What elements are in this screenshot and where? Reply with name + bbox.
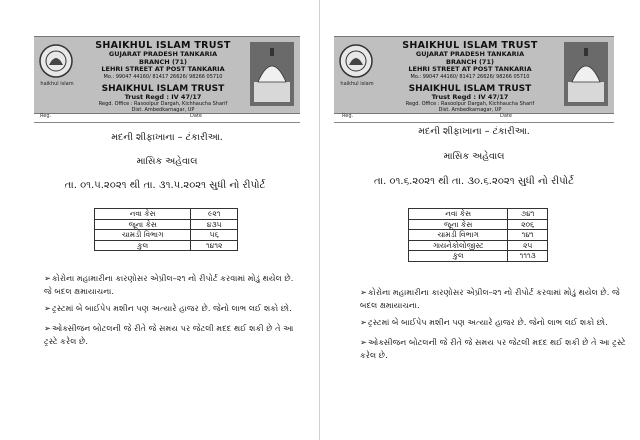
header-rule <box>34 122 300 123</box>
row-value: ૧૧૧૩ <box>508 251 548 262</box>
bullet-text: કોરોના મહામારીના કારણોસર એપ્રીલ–૨૧ નો રીપોર્ટ કરવામાં મોડું થયેલ છે. જે બદલ ક્ષમાયાચના. <box>360 287 620 310</box>
page-heading: મદની શીફાખાના – ટંકારીઆ. <box>418 126 530 137</box>
letterhead-banner <box>334 36 614 114</box>
arrow-bullet-icon: ➢ <box>44 323 51 333</box>
row-label: કુલ <box>409 251 508 262</box>
date-label: Date <box>500 113 512 119</box>
bullet-text: ઓક્સીજન બોટલની જે રીતે જે સમય પર જેટલી મદદ થઈ શકી છે તે આ ટ્રસ્ટે કરેલ છે. <box>44 323 294 346</box>
letterhead-text <box>78 40 248 113</box>
org-phone: Mo.: 99047 44160/ 81417 26626/ 98266 05710 <box>410 73 530 80</box>
table-row <box>409 230 548 241</box>
row-label: નવા કેસ <box>409 209 508 220</box>
row-value: ૨૦૬ <box>508 219 548 230</box>
row-value: ૭૪૧ <box>508 209 548 220</box>
table-row <box>95 219 238 230</box>
row-label: ચામડી વિભાગ <box>95 230 191 241</box>
row-value: ૫૬ <box>191 230 238 241</box>
row-label: જૂના કેસ <box>95 219 191 230</box>
district: Dist. Ambedkarnagar, UP <box>438 107 502 113</box>
bullet-text: ઓક્સીજન બોટલની જે રીતે જે સમય પર જેટલી મદદ થઈ શકી છે તે આ ટ્રસ્ટે કરેલ છે. <box>360 337 626 360</box>
page-heading: મદની શીફાખાના – ટંકારીઆ. <box>111 132 223 143</box>
bullet-item <box>360 316 630 329</box>
bullet-text: કોરોના મહામારીના કારણોસર એપ્રીલ–૨૧ નો રીપોર્ટ કરવામાં મોડું થયેલ છે. જે બદલ ક્ષમાયાચના. <box>44 273 294 296</box>
bullet-item <box>44 302 300 315</box>
row-value: ૧૪૧૨ <box>191 240 238 251</box>
arrow-bullet-icon: ➢ <box>360 287 367 297</box>
table-row <box>95 230 238 241</box>
table-row <box>409 251 548 262</box>
row-label: કુલ <box>95 240 191 251</box>
bullet-text: ટ્રસ્ટમાં બે બાઈપેપ મશીન પણ અત્યારે હાજર છે. જેનો લાભ લઈ શકો છો. <box>52 303 292 313</box>
reg-label: Reg. <box>342 113 354 119</box>
header-rule <box>334 122 614 123</box>
letterhead-banner <box>34 36 300 114</box>
office-address: Regd. Office : Rasoolpur Dargah, Kichhaucha Sharif <box>405 101 535 107</box>
report-page-june <box>320 0 640 440</box>
office-address: Regd. Office : Rasoolpur Dargah, Kichhaucha Sharif <box>98 101 228 107</box>
org-title2: SHAIKHUL ISLAM TRUST <box>408 83 532 94</box>
org-phone: Mo.: 99047 44160/ 81417 26626/ 98266 05710 <box>103 73 223 80</box>
row-label: ચામડી વિભાગ <box>409 230 508 241</box>
org-line1: GUJARAT PRADESH TANKARIA <box>108 50 218 58</box>
row-value: ૪૩૫ <box>191 219 238 230</box>
report-table <box>94 208 238 251</box>
org-line2: BRANCH (71) <box>139 57 187 66</box>
page-subheading: માસિક અહેવાલ <box>136 156 198 167</box>
bullet-item <box>44 272 300 298</box>
bullet-item <box>44 322 300 348</box>
table-row <box>95 209 238 220</box>
row-label: ગાયનેકોલોજીસ્ટ <box>409 240 508 251</box>
org-title: SHAIKHUL ISLAM TRUST <box>402 40 538 51</box>
reg-label: Reg. <box>40 113 52 119</box>
org-line3: LEHRI STREET AT POST TANKARIA <box>408 65 532 73</box>
logo-text: haikhul islam <box>340 81 374 87</box>
row-label: જૂના કેસ <box>409 219 508 230</box>
table-row <box>409 209 548 220</box>
letterhead-text <box>378 40 562 113</box>
report-table <box>408 208 548 262</box>
org-line3: LEHRI STREET AT POST TANKARIA <box>101 65 225 73</box>
bullet-item <box>360 336 630 362</box>
dargah-dome-icon <box>250 42 294 106</box>
arrow-bullet-icon: ➢ <box>360 337 367 347</box>
logo-text: haikhul islam <box>40 81 74 87</box>
row-value: ૧૪૧ <box>508 230 548 241</box>
report-period: તા. ૦૧.૬.૨૦૨૧ થી તા. ૩૦.૬.૨૦૨૧ સુધી નો રીપોર્ટ <box>374 176 574 187</box>
date-label: Date <box>190 113 202 119</box>
arrow-bullet-icon: ➢ <box>44 273 51 283</box>
row-value: ૨૫ <box>508 240 548 251</box>
table-row <box>409 240 548 251</box>
trust-logo-icon <box>338 43 374 79</box>
dargah-dome-icon <box>564 42 608 106</box>
table-row <box>95 240 238 251</box>
table-row <box>409 219 548 230</box>
district: Dist. Ambedkarnagar, UP <box>131 107 195 113</box>
page-subheading: માસિક અહેવાલ <box>443 151 505 162</box>
org-line1: GUJARAT PRADESH TANKARIA <box>415 50 525 58</box>
bullet-item <box>360 286 630 312</box>
report-period: તા. ૦૧.૫.૨૦૨૧ થી તા. ૩૧.૫.૨૦૨૧ સુધી નો રીપોર્ટ <box>64 180 266 191</box>
org-title2: SHAIKHUL ISLAM TRUST <box>101 83 225 94</box>
arrow-bullet-icon: ➢ <box>44 303 51 313</box>
trust-logo-icon <box>38 43 74 79</box>
row-label: નવા કેસ <box>95 209 191 220</box>
row-value: ૯૨૧ <box>191 209 238 220</box>
bullet-text: ટ્રસ્ટમાં બે બાઈપેપ મશીન પણ અત્યારે હાજર છે. જેનો લાભ લઈ શકો છો. <box>368 317 608 327</box>
org-title: SHAIKHUL ISLAM TRUST <box>95 40 231 51</box>
org-line2: BRANCH (71) <box>446 57 494 66</box>
arrow-bullet-icon: ➢ <box>360 317 367 327</box>
trust-regd: Trust Regd : IV 47/17 <box>431 92 509 101</box>
trust-regd: Trust Regd : IV 47/17 <box>124 92 202 101</box>
